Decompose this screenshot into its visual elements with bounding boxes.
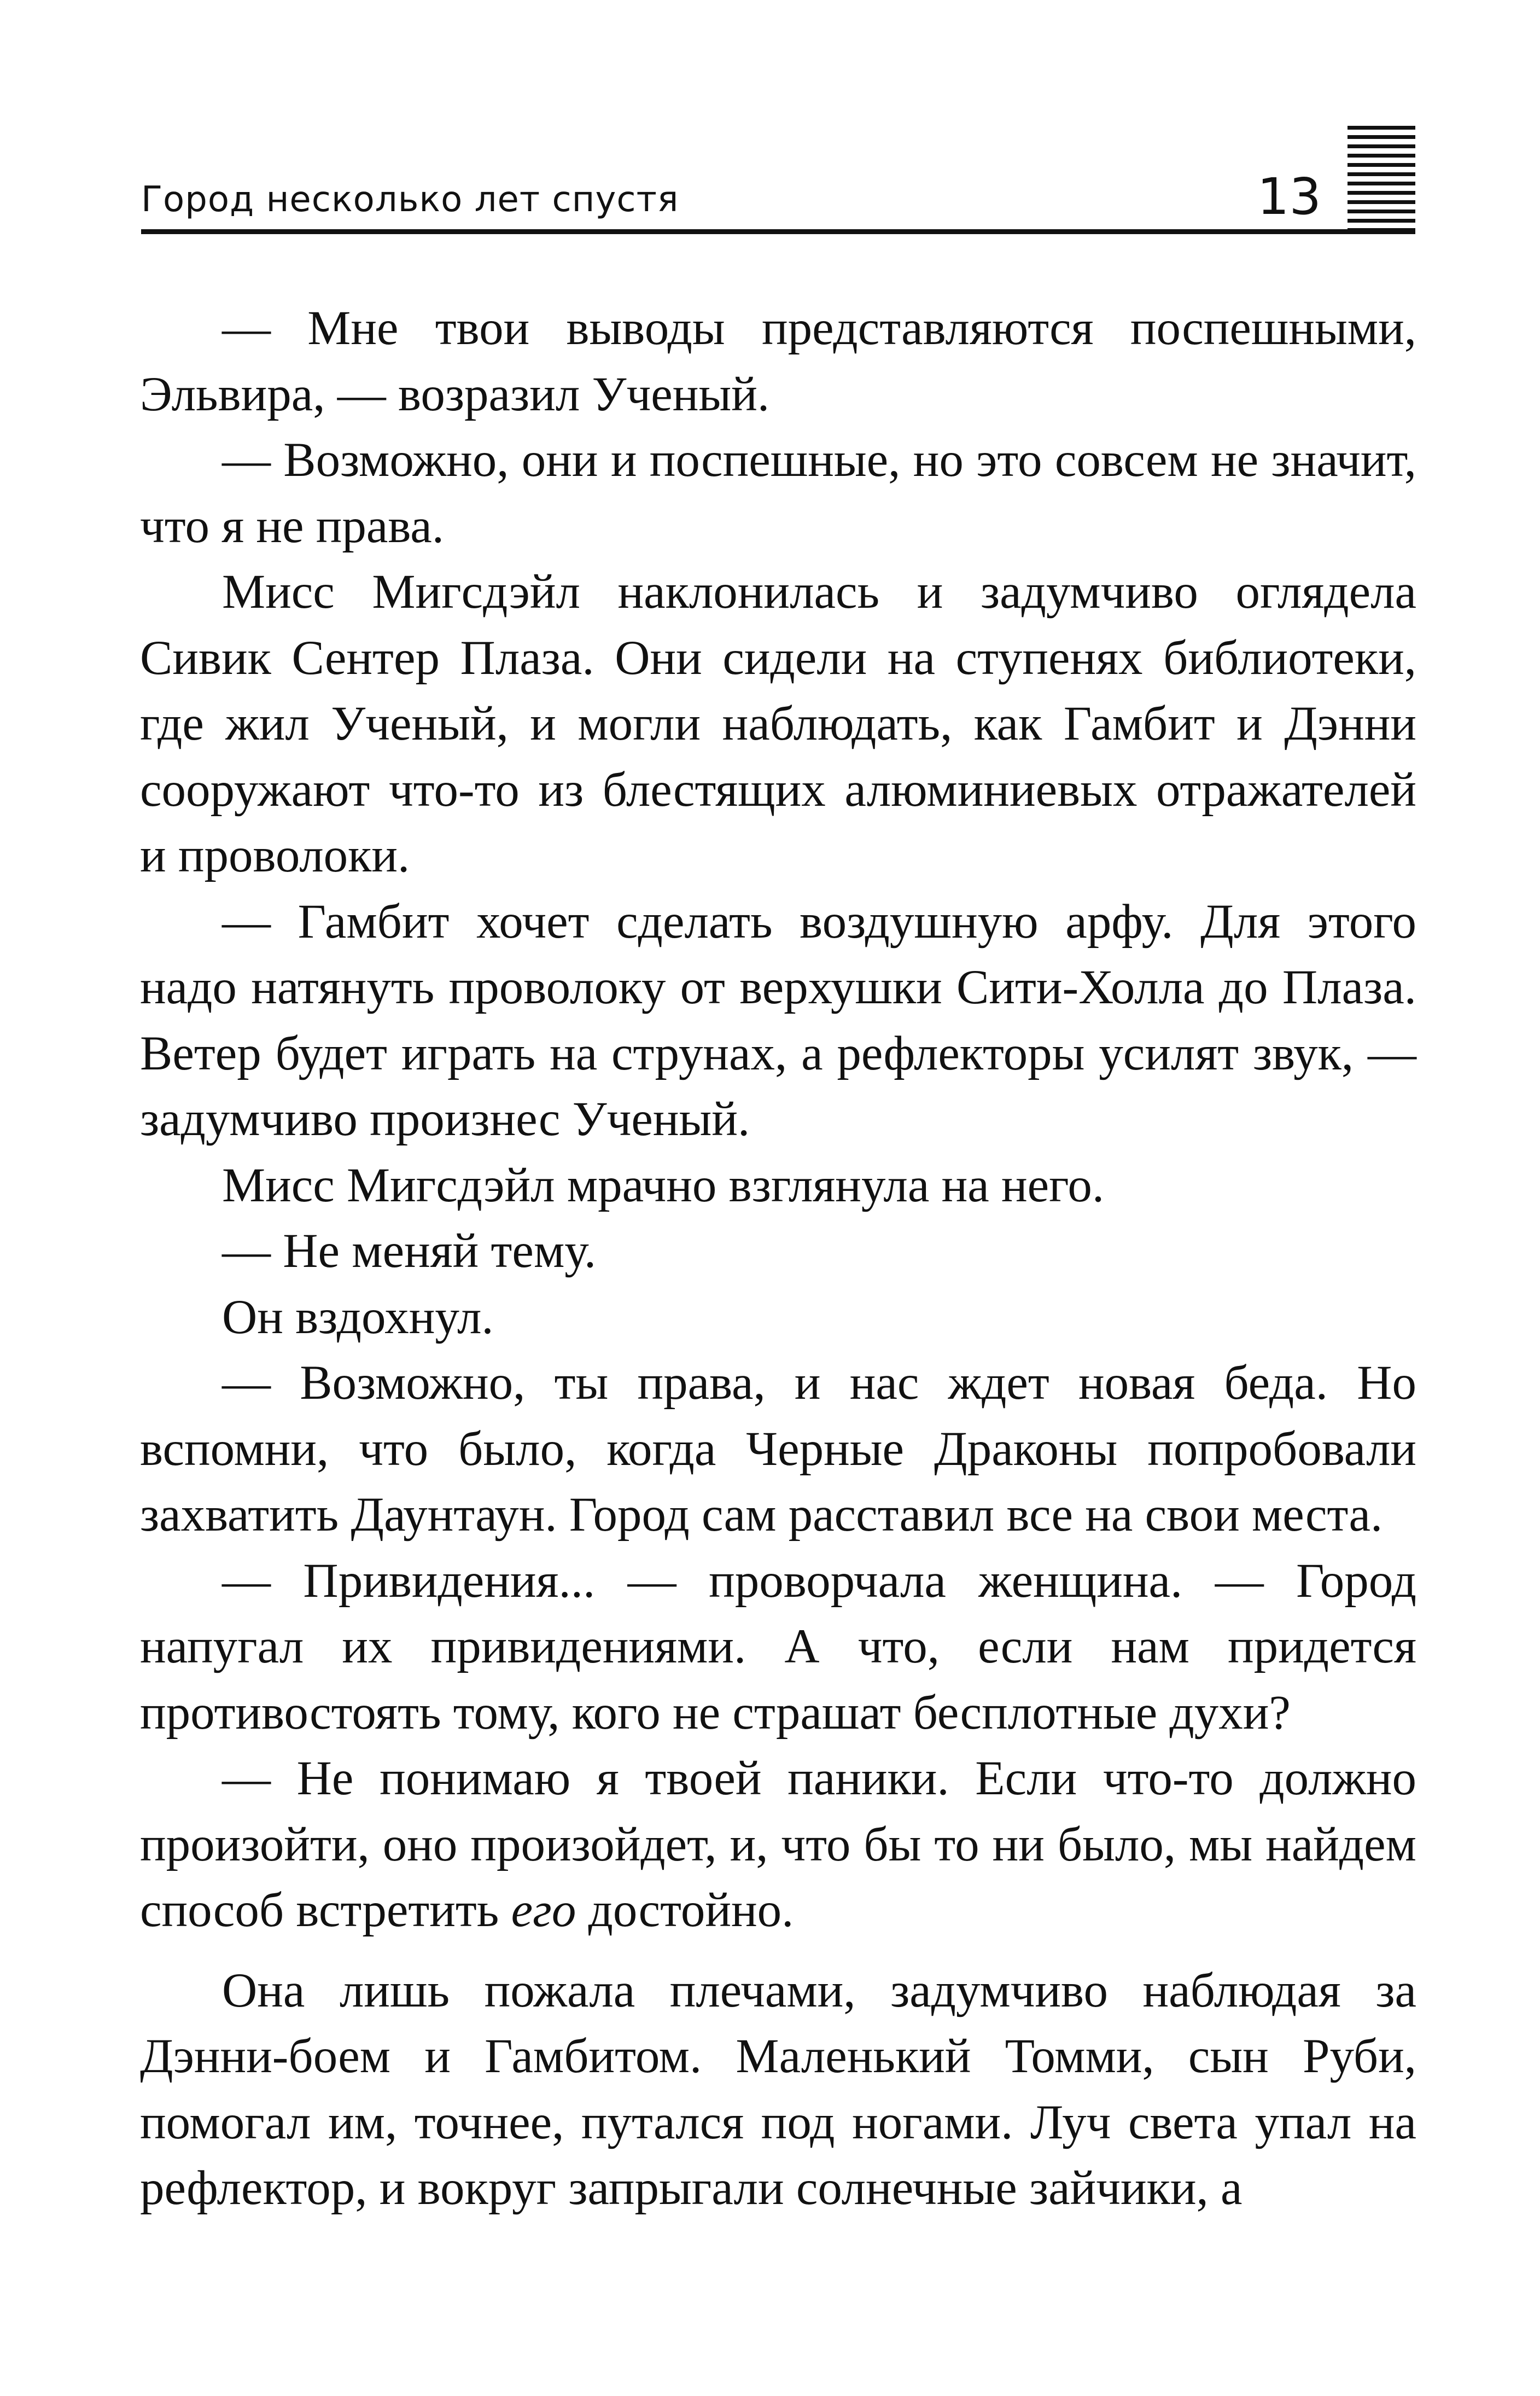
paragraph: Мисс Мигсдэйл мрачно взглянула на него. (222, 1158, 1105, 1212)
paragraph: — Гамбит хочет сделать воздушную арфу. Для этого надо натянуть проволоку от верхушки Сити-Холла до Плаза. Ветер будет играть на струнах, а рефлекторы усилят звук, — задумчиво произнес Ученый. (140, 894, 1416, 1146)
paragraph: Она лишь пожала плечами, задумчиво наблюдая за Дэнни-боем и Гамбитом. Маленький Томми, сын Руби, помогал им, точнее, путался под ногами. Луч света упал на рефлектор, и вокруг запрыгали солнечные зайчики, а (140, 1963, 1416, 2215)
paragraph: — Возможно, они и поспешные, но это совсем не значит, что я не права. (140, 433, 1416, 553)
paragraph: — Не меняй тему. (222, 1224, 597, 1278)
striped-ornament-icon (1348, 126, 1415, 230)
body-text (140, 295, 1416, 2221)
paragraph (140, 1746, 1416, 1944)
paragraph-text: — Не понимаю я твоей паники. Если что-то должно произойти, оно произойдет, и, что бы то ни было, мы найдем способ встретить (140, 1752, 1416, 1937)
paragraph: — Привидения... — проворчала женщина. — Город напугал их привидениями. А что, если нам придется противостоять тому, кого не страшат бесплотные духи? (140, 1554, 1416, 1740)
paragraph-text: достойно. (576, 1883, 794, 1937)
paragraph: — Возможно, ты права, и нас ждет новая беда. Но вспомни, что было, когда Черные Драконы попробовали захватить Даунтаун. Город сам расставил все на свои места. (140, 1356, 1416, 1542)
header-rule (141, 229, 1415, 234)
emphasized-word: его (511, 1883, 576, 1937)
paragraph: Он вздохнул. (222, 1290, 494, 1344)
paragraph: — Мне твои выводы представляются поспешными, Эльвира, — возразил Ученый. (140, 301, 1416, 421)
paragraph: Мисс Мигсдэйл наклонилась и задумчиво оглядела Сивик Сентер Плаза. Они сидели на ступенях библиотеки, где жил Ученый, и могли наблюдать, как Гамбит и Дэнни сооружают что-то из блестящих алюминиевых отражателей и проволоки. (140, 565, 1416, 882)
running-head (141, 167, 1415, 234)
running-title: Город несколько лет спустя (141, 179, 679, 220)
page-number: 13 (1257, 167, 1321, 226)
